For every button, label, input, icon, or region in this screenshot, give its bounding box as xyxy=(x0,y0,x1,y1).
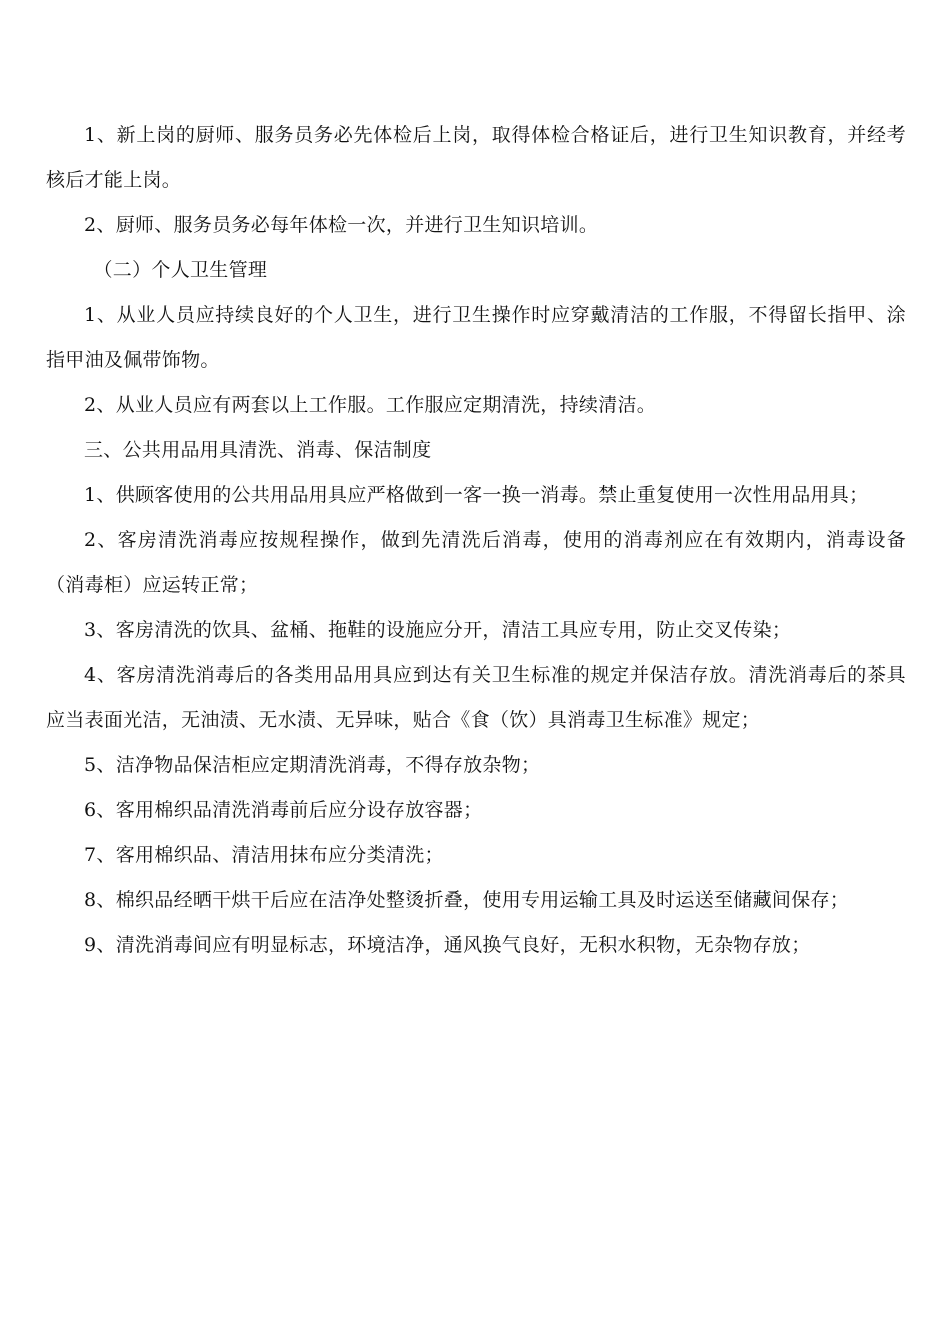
paragraph-3-6: 6、客用棉织品清洗消毒前后应分设存放容器； xyxy=(84,799,483,821)
paragraph-2-1-personal-hygiene: 1、从业人员应持续良好的个人卫生，进行卫生操作时应穿戴清洁的工作服，不得留长指甲、涂指甲油及佩带饰物。 xyxy=(46,304,906,371)
paragraph-2-2-work-clothes: 2、从业人员应有两套以上工作服。工作服应定期清洗，持续清洁。 xyxy=(84,394,657,416)
paragraph-3-1: 1、供顾客使用的公共用品用具应严格做到一客一换一消毒。禁止重复使用一次性用品用具； xyxy=(84,484,869,506)
paragraph-3-3: 3、客房清洗的饮具、盆桶、拖鞋的设施应分开，清洁工具应专用，防止交叉传染； xyxy=(84,619,792,641)
paragraph-1-2-annual-checkup: 2、厨师、服务员务必每年体检一次，并进行卫生知识培训。 xyxy=(84,214,599,236)
paragraph-3-2: 2、客房清洗消毒应按规程操作，做到先清洗后消毒，使用的消毒剂应在有效期内，消毒设备（消毒柜）应运转正常； xyxy=(46,529,906,596)
paragraph-3-5: 5、洁净物品保洁柜应定期清洗消毒，不得存放杂物； xyxy=(84,754,541,776)
section-heading-public-supplies: 三、公共用品用具清洗、消毒、保洁制度 xyxy=(84,439,432,461)
section-heading-personal-hygiene: （二）个人卫生管理 xyxy=(93,259,268,281)
paragraph-3-8: 8、棉织品经晒干烘干后应在洁净处整烫折叠，使用专用运输工具及时运送至储藏间保存； xyxy=(84,889,850,911)
paragraph-1-1-new-staff-checkup: 1、新上岗的厨师、服务员务必先体检后上岗，取得体检合格证后，进行卫生知识教育，并经考核后才能上岗。 xyxy=(46,124,906,191)
document-page xyxy=(46,113,906,968)
paragraph-3-4: 4、客房清洗消毒后的各类用品用具应到达有关卫生标准的规定并保洁存放。清洗消毒后的茶具应当表面光洁，无油渍、无水渍、无异味，贴合《食（饮）具消毒卫生标准》规定； xyxy=(46,664,906,731)
paragraph-3-7: 7、客用棉织品、清洁用抹布应分类清洗； xyxy=(84,844,444,866)
paragraph-3-9: 9、清洗消毒间应有明显标志，环境洁净，通风换气良好，无积水积物，无杂物存放； xyxy=(84,934,811,956)
